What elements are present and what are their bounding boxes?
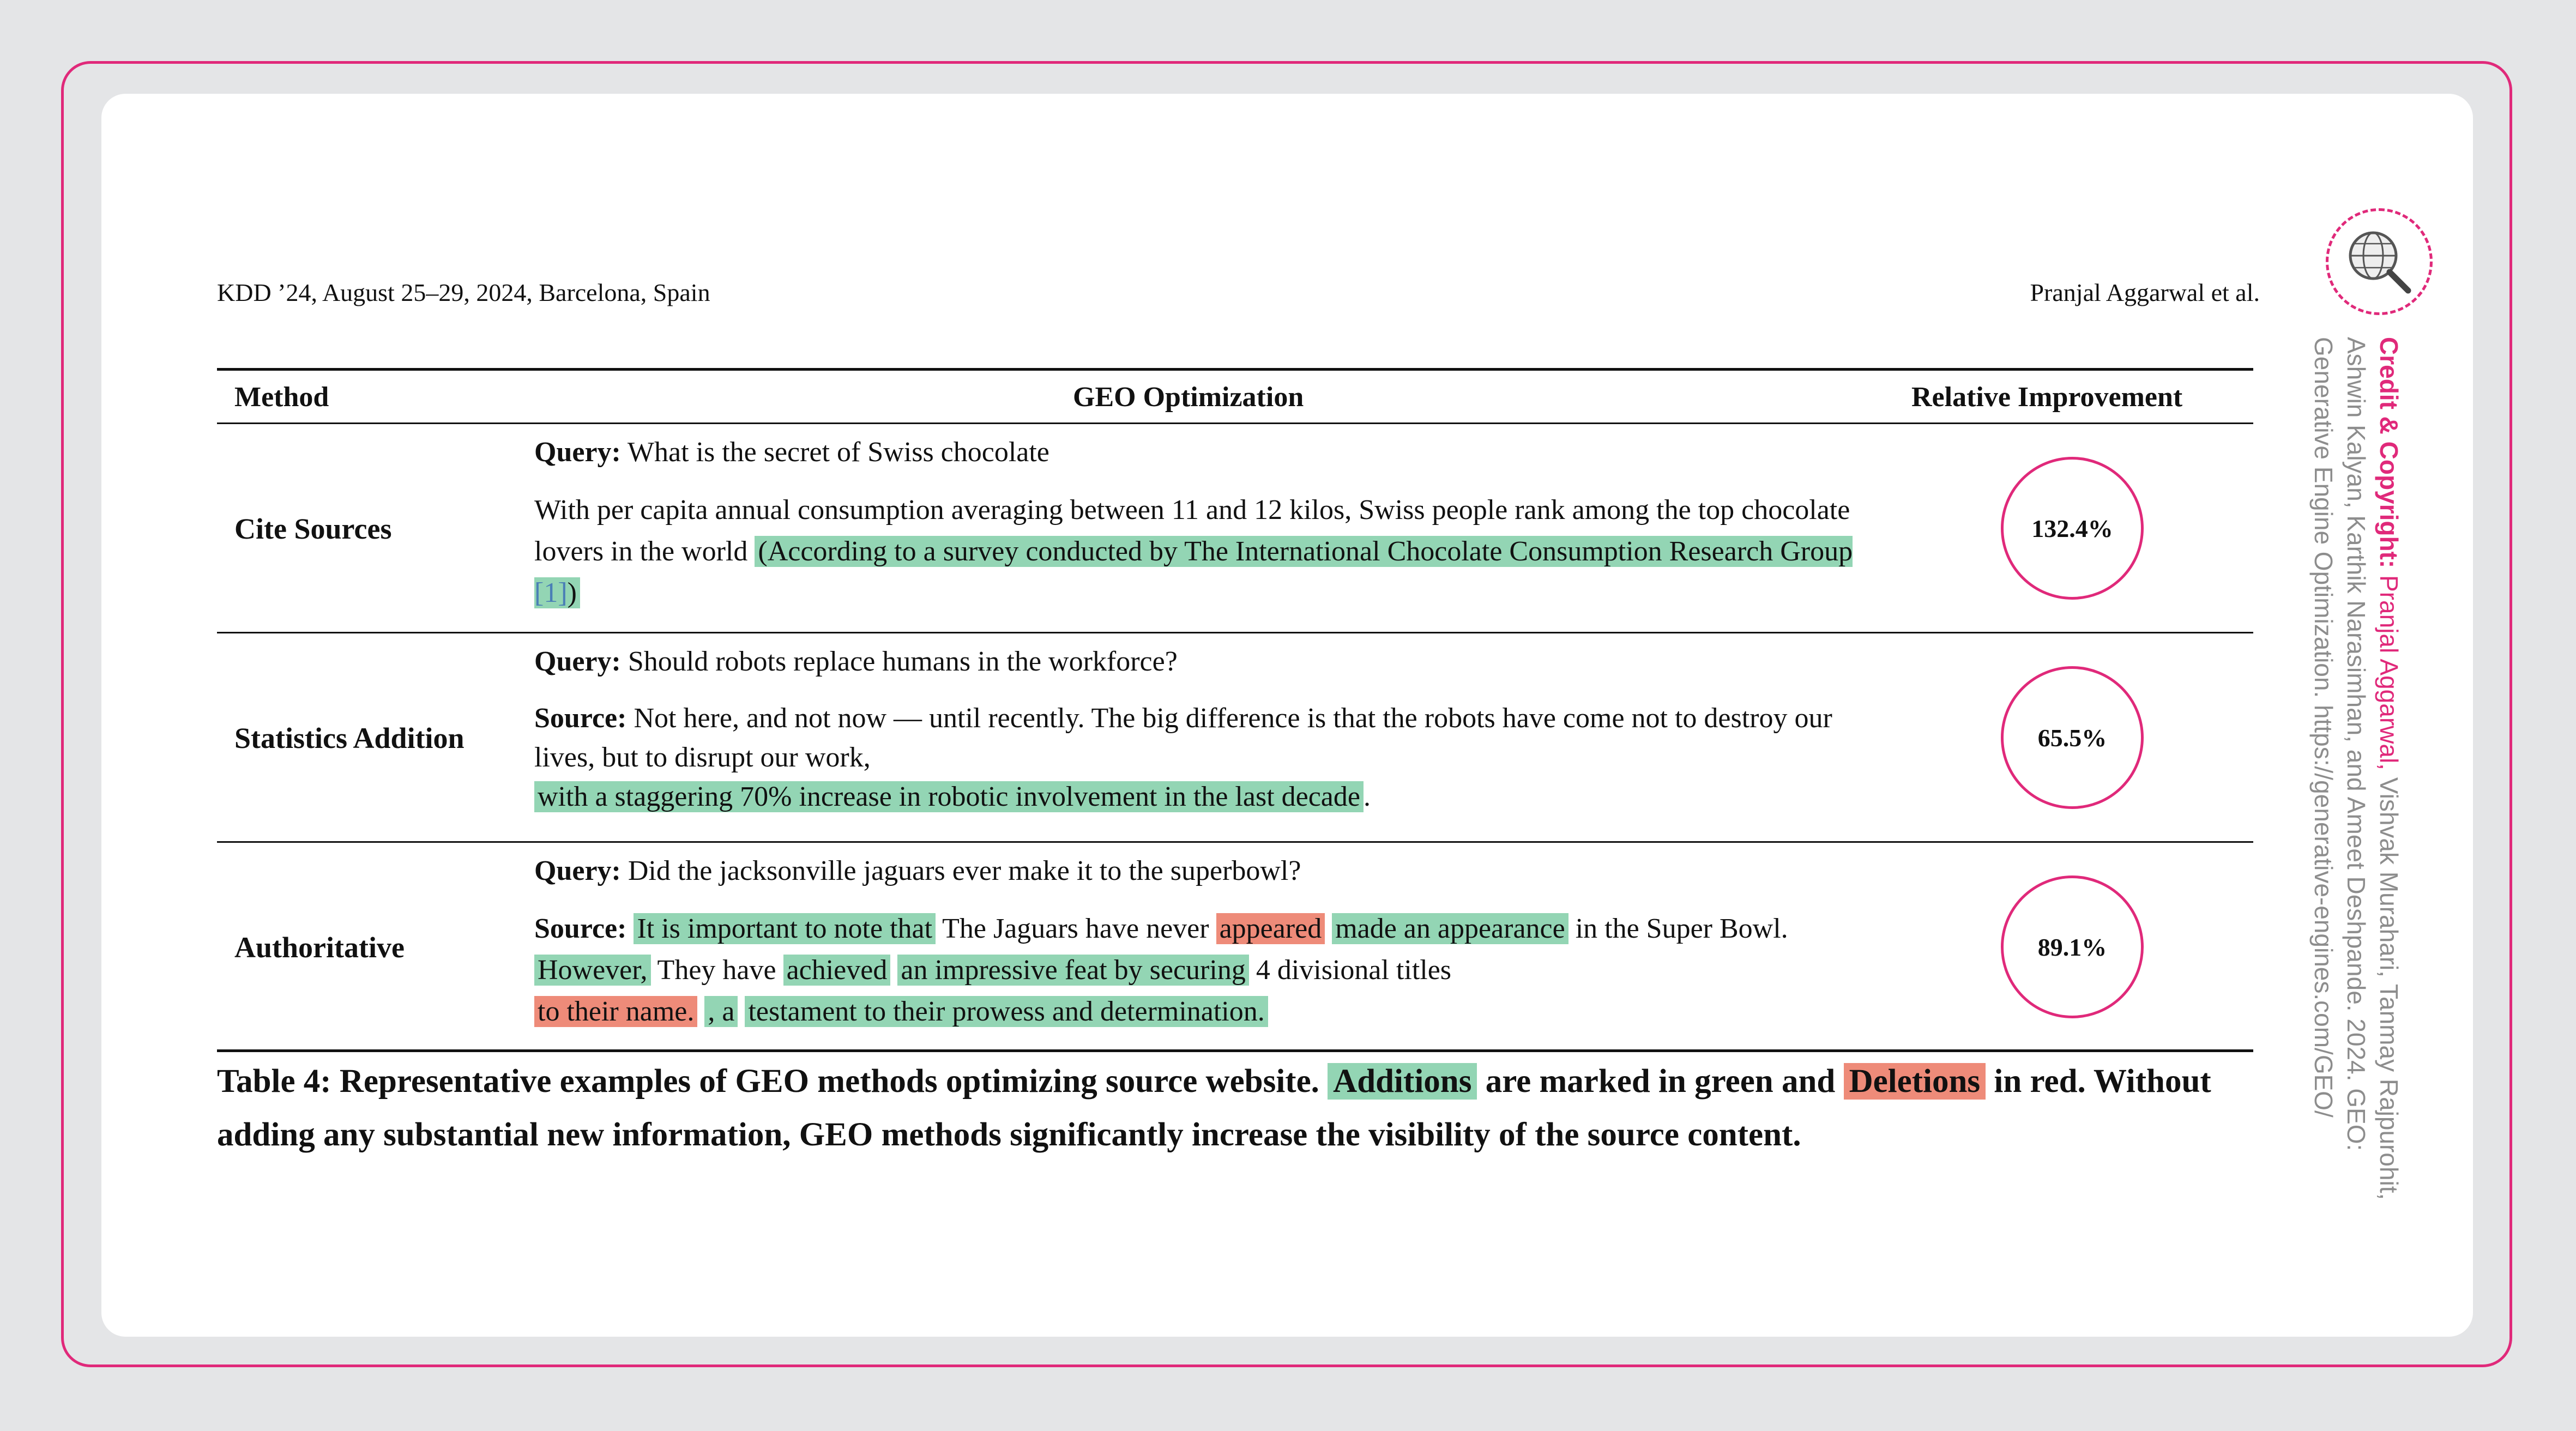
running-header-venue: KDD ’24, August 25–29, 2024, Barcelona, Spain — [217, 279, 710, 306]
query-label: Query: — [534, 437, 621, 468]
method-label: Statistics Addition — [234, 722, 464, 754]
addition-highlight: , a — [704, 996, 738, 1027]
addition-text-end: ) — [567, 577, 577, 608]
column-header-relative-improvement: Relative Improvement — [1911, 382, 2183, 413]
relative-improvement-badge: 132.4% — [2001, 457, 2144, 600]
source-text: in the Super Bowl. — [1568, 913, 1788, 944]
deletion-highlight: to their name. — [534, 996, 697, 1027]
logo-graphic — [2328, 211, 2430, 312]
table-row-cite-sources — [217, 424, 2253, 633]
optimized-source-text — [534, 908, 1886, 1033]
credit-sidebar — [2307, 337, 2405, 1200]
table-top-rule — [217, 368, 2253, 371]
running-header-authors: Pranjal Aggarwal et al. — [2030, 279, 2260, 306]
addition-highlight: However, — [534, 955, 651, 986]
caption-prefix: Table 4: Representative examples of GEO methods optimizing source website. — [217, 1063, 1328, 1100]
query-text — [534, 432, 1886, 473]
credit-line-2: Ashwin Kalyan, Karthik Narasimhan, and Ameet Deshpande. 2024. GEO: — [2342, 337, 2370, 1151]
addition-text: (According to a survey conducted by The International Chocolate Consumption Research Group — [758, 536, 1853, 567]
addition-highlight: made an appearance — [1332, 913, 1568, 944]
deletion-highlight: appeared — [1216, 913, 1325, 944]
query-value: Should robots replace humans in the workforce? — [628, 646, 1178, 677]
caption-deletions-swatch: Deletions — [1844, 1063, 1986, 1100]
caption-additions-swatch: Additions — [1328, 1063, 1477, 1100]
addition-highlight: an impressive feat by securing — [897, 955, 1248, 986]
credit-line-1 — [2373, 337, 2405, 1200]
source-text: The Jaguars have never — [936, 913, 1216, 944]
query-text — [534, 641, 1886, 683]
source-text: 4 divisional titles — [1248, 955, 1452, 986]
credit-label: Credit & Copyright: — [2375, 337, 2403, 569]
credit-line-1-rest: Vishvak Murahari, Tanmay Rajpurohit, — [2375, 770, 2403, 1200]
query-text — [534, 850, 1886, 892]
query-value: What is the secret of Swiss chocolate — [627, 437, 1049, 468]
relative-improvement-badge: 65.5% — [2001, 666, 2144, 809]
citation-link[interactable]: [1] — [534, 577, 568, 608]
relative-improvement-badge: 89.1% — [2001, 875, 2144, 1018]
addition-highlight: achieved — [783, 955, 891, 986]
table-row-statistics-addition — [217, 633, 2253, 843]
method-label: Authoritative — [234, 931, 405, 964]
credit-author: Pranjal Aggarwal, — [2375, 568, 2403, 770]
source-text: Not here, and not now — until recently. The big difference is that the robots have come not to destroy our lives, but to disrupt our work, — [534, 703, 1832, 773]
query-label: Query: — [534, 646, 621, 677]
method-label: Cite Sources — [234, 512, 392, 545]
table-caption — [217, 1055, 2261, 1162]
source-text-end: . — [1363, 781, 1371, 812]
column-header-geo-optimization: GEO Optimization — [1073, 382, 1304, 413]
addition-highlight: with a staggering 70% increase in robotic involvement in the last decade — [534, 781, 1364, 812]
optimized-source-text — [534, 699, 1886, 817]
addition-highlight: It is important to note that — [634, 913, 936, 944]
caption-suffix: in red. Without adding any substantial new information, GEO methods significantly increase the visibility of the source content. — [217, 1063, 2211, 1153]
table-row-authoritative — [217, 843, 2253, 1052]
query-value: Did the jacksonville jaguars ever make it to the superbowl? — [628, 855, 1301, 886]
optimized-source-text — [534, 490, 1886, 614]
source-label: Source: — [534, 913, 627, 944]
query-label: Query: — [534, 855, 621, 886]
source-text: They have — [650, 955, 783, 986]
source-label: Source: — [534, 703, 627, 734]
credit-line-3[interactable]: Generative Engine Optimization. https://generative-engines.com/GEO/ — [2309, 337, 2338, 1118]
addition-highlight: testament to their prowess and determination. — [745, 996, 1268, 1027]
caption-middle: are marked in green and — [1477, 1063, 1844, 1100]
magnifying-globe-icon — [2326, 208, 2433, 315]
column-header-method: Method — [234, 382, 329, 413]
source-text: With per capita annual consumption averaging between 11 and 12 kilos, Swiss people rank among the top chocolate lovers in the world — [534, 494, 1850, 567]
table-bottom-rule — [217, 1049, 2253, 1052]
